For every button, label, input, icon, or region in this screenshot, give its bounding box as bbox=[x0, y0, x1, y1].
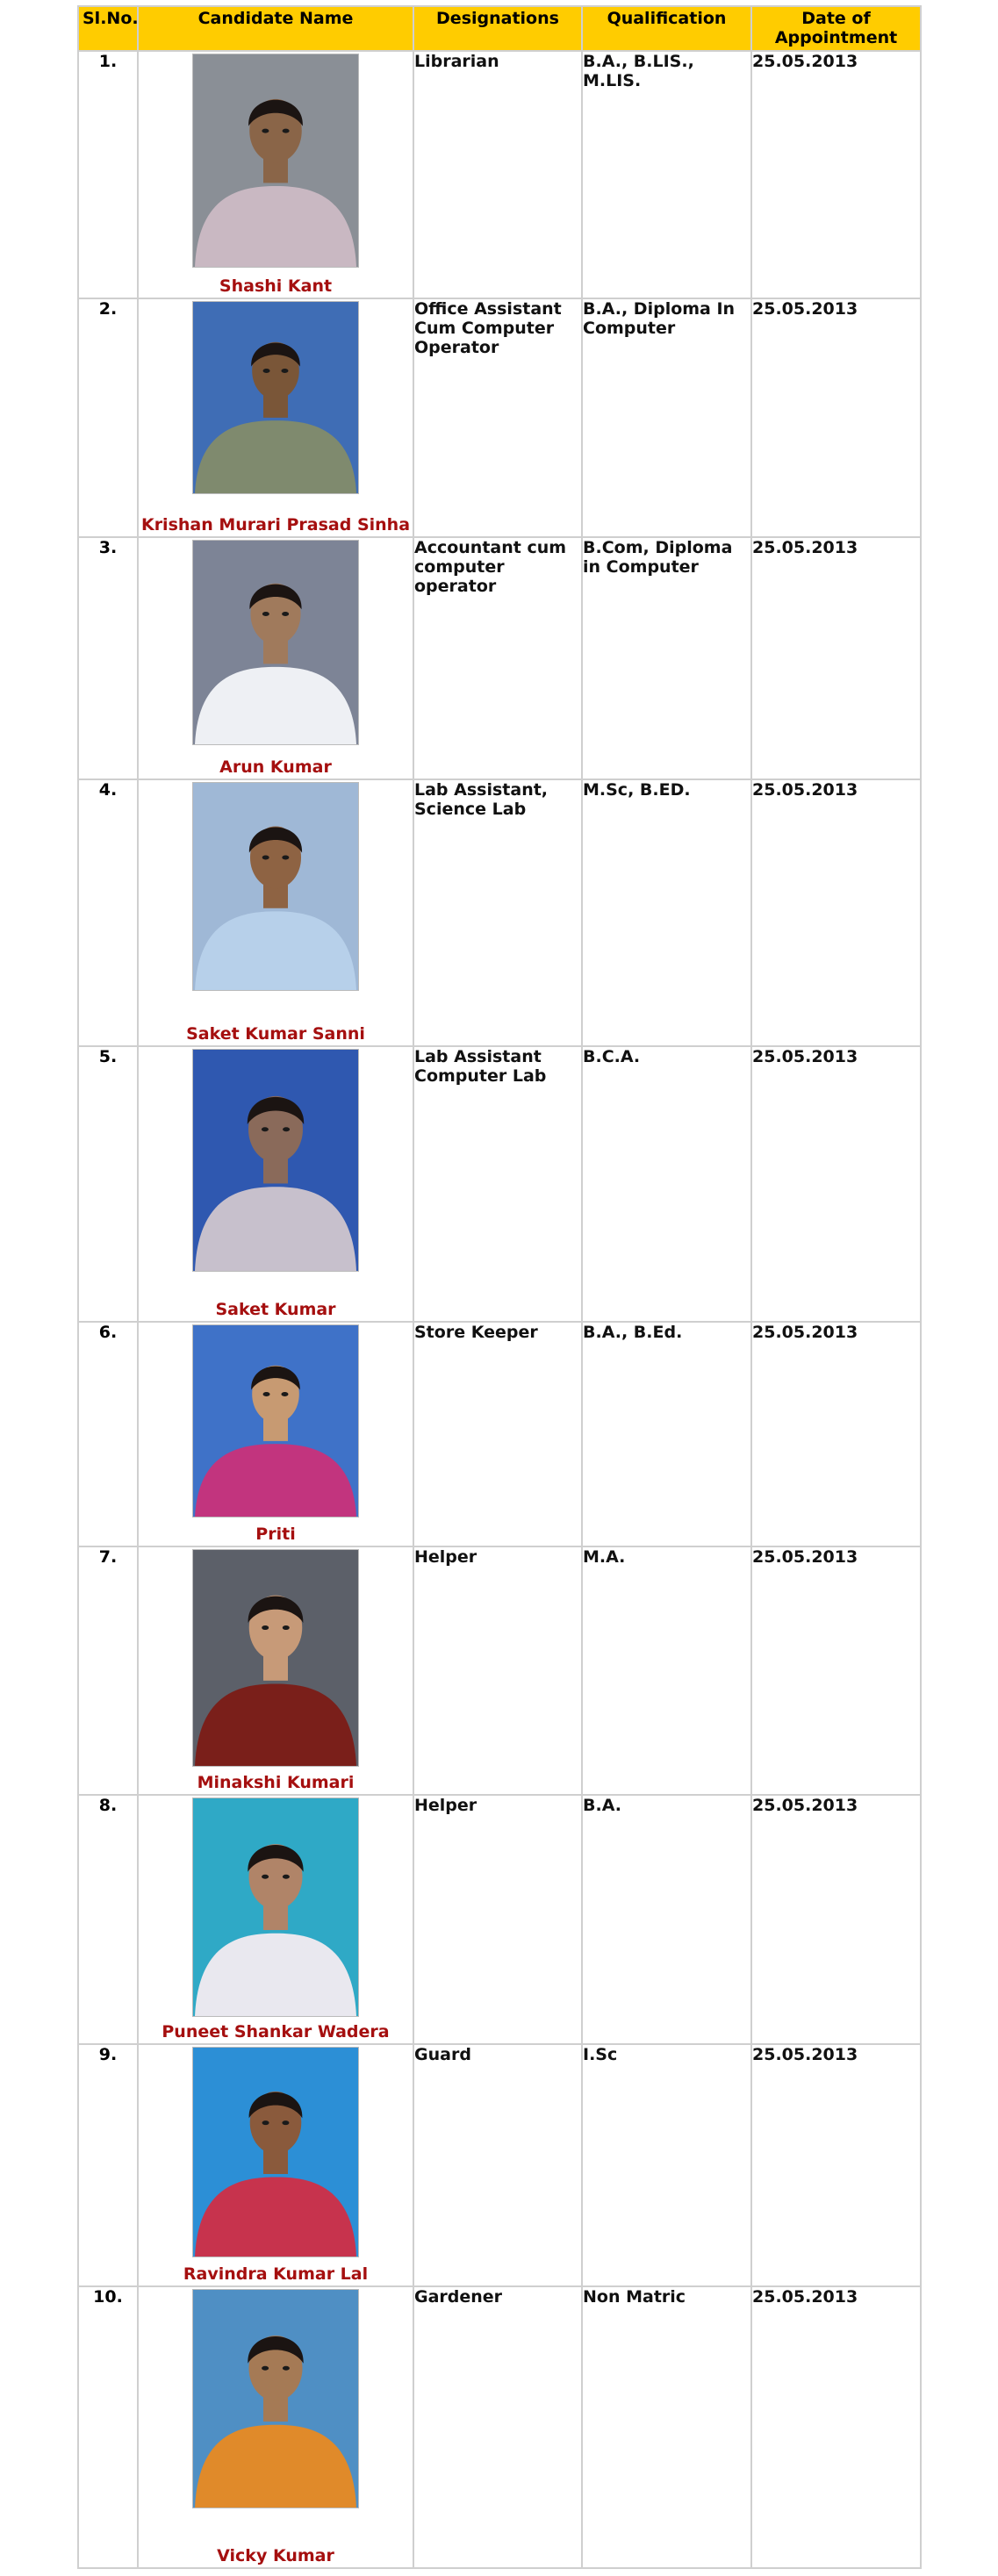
candidate-cell bbox=[138, 779, 413, 1046]
sl-no-cell: 6. bbox=[78, 1322, 138, 1546]
header-designations: Designations bbox=[413, 6, 582, 51]
header-row bbox=[78, 6, 921, 51]
designation-cell: Librarian bbox=[413, 51, 582, 298]
candidate-cell bbox=[138, 51, 413, 298]
date-of-appointment-cell: 25.05.2013 bbox=[751, 51, 921, 298]
portrait-image bbox=[193, 2048, 358, 2257]
candidate-name: Arun Kumar bbox=[219, 757, 332, 777]
designation-cell: Guard bbox=[413, 2044, 582, 2286]
designation-cell: Gardener bbox=[413, 2286, 582, 2568]
candidate-cell bbox=[138, 537, 413, 779]
qualification-cell: Non Matric bbox=[582, 2286, 751, 2568]
qualification-cell: M.Sc, B.ED. bbox=[582, 779, 751, 1046]
candidate-photo bbox=[192, 2047, 359, 2257]
table-row bbox=[78, 779, 921, 1046]
candidate-photo bbox=[192, 782, 359, 991]
candidate-cell bbox=[138, 1546, 413, 1795]
candidate-cell bbox=[138, 1322, 413, 1546]
table-row bbox=[78, 1322, 921, 1546]
date-of-appointment-cell: 25.05.2013 bbox=[751, 1322, 921, 1546]
qualification-cell: B.A., B.LIS., M.LIS. bbox=[582, 51, 751, 298]
table-row bbox=[78, 2286, 921, 2568]
candidate-cell bbox=[138, 2044, 413, 2286]
candidate-name: Saket Kumar bbox=[215, 1300, 336, 1319]
table-row bbox=[78, 537, 921, 779]
table-row bbox=[78, 51, 921, 298]
candidate-cell bbox=[138, 1046, 413, 1322]
portrait-image bbox=[193, 302, 358, 493]
staff-table bbox=[77, 5, 922, 2569]
qualification-cell: M.A. bbox=[582, 1546, 751, 1795]
table-row bbox=[78, 298, 921, 537]
table-row bbox=[78, 2044, 921, 2286]
candidate-photo bbox=[192, 2289, 359, 2508]
candidate-name: Priti bbox=[255, 1525, 296, 1544]
designation-cell: Helper bbox=[413, 1546, 582, 1795]
table-row bbox=[78, 1546, 921, 1795]
portrait-image bbox=[193, 1798, 358, 2016]
header-candidate-name: Candidate Name bbox=[138, 6, 413, 51]
portrait-image bbox=[193, 1550, 358, 1766]
qualification-cell: B.A., B.Ed. bbox=[582, 1322, 751, 1546]
candidate-name: Shashi Kant bbox=[219, 276, 333, 296]
designation-cell: Accountant cum computer operator bbox=[413, 537, 582, 779]
qualification-cell: B.A. bbox=[582, 1795, 751, 2044]
portrait-image bbox=[193, 2290, 358, 2508]
candidate-photo bbox=[192, 301, 359, 494]
date-of-appointment-cell: 25.05.2013 bbox=[751, 298, 921, 537]
sl-no-cell: 5. bbox=[78, 1046, 138, 1322]
designation-cell: Office Assistant Cum Computer Operator bbox=[413, 298, 582, 537]
candidate-photo bbox=[192, 540, 359, 745]
candidate-cell bbox=[138, 1795, 413, 2044]
designation-cell: Helper bbox=[413, 1795, 582, 2044]
sl-no-cell: 9. bbox=[78, 2044, 138, 2286]
candidate-photo bbox=[192, 1324, 359, 1518]
sl-no-cell: 2. bbox=[78, 298, 138, 537]
portrait-image bbox=[193, 783, 358, 990]
portrait-image bbox=[193, 1325, 358, 1517]
table-row bbox=[78, 1046, 921, 1322]
sl-no-cell: 10. bbox=[78, 2286, 138, 2568]
designation-cell: Lab Assistant Computer Lab bbox=[413, 1046, 582, 1322]
header-qualification: Qualification bbox=[582, 6, 751, 51]
candidate-photo bbox=[192, 1797, 359, 2017]
date-of-appointment-cell: 25.05.2013 bbox=[751, 779, 921, 1046]
header-date-of-appointment: Date of Appointment bbox=[751, 6, 921, 51]
candidate-photo bbox=[192, 54, 359, 268]
header-sl-no: Sl.No. bbox=[78, 6, 138, 51]
portrait-image bbox=[193, 54, 358, 267]
candidate-name: Krishan Murari Prasad Sinha bbox=[140, 515, 411, 535]
candidate-photo bbox=[192, 1049, 359, 1272]
qualification-cell: B.A., Diploma In Computer bbox=[582, 298, 751, 537]
portrait-image bbox=[193, 1050, 358, 1271]
date-of-appointment-cell: 25.05.2013 bbox=[751, 2286, 921, 2568]
candidate-cell bbox=[138, 2286, 413, 2568]
date-of-appointment-cell: 25.05.2013 bbox=[751, 2044, 921, 2286]
sl-no-cell: 1. bbox=[78, 51, 138, 298]
candidate-name: Puneet Shankar Wadera bbox=[162, 2022, 390, 2041]
date-of-appointment-cell: 25.05.2013 bbox=[751, 1546, 921, 1795]
date-of-appointment-cell: 25.05.2013 bbox=[751, 1795, 921, 2044]
table-row bbox=[78, 1795, 921, 2044]
candidate-photo bbox=[192, 1549, 359, 1767]
sl-no-cell: 8. bbox=[78, 1795, 138, 2044]
date-of-appointment-cell: 25.05.2013 bbox=[751, 1046, 921, 1322]
portrait-image bbox=[193, 541, 358, 744]
candidate-name: Vicky Kumar bbox=[217, 2546, 334, 2565]
designation-cell: Lab Assistant, Science Lab bbox=[413, 779, 582, 1046]
qualification-cell: B.C.A. bbox=[582, 1046, 751, 1322]
date-of-appointment-cell: 25.05.2013 bbox=[751, 537, 921, 779]
designation-cell: Store Keeper bbox=[413, 1322, 582, 1546]
qualification-cell: I.Sc bbox=[582, 2044, 751, 2286]
sl-no-cell: 4. bbox=[78, 779, 138, 1046]
qualification-cell: B.Com, Diploma in Computer bbox=[582, 537, 751, 779]
candidate-name: Saket Kumar Sanni bbox=[186, 1024, 365, 1044]
candidate-cell bbox=[138, 298, 413, 537]
candidate-name: Ravindra Kumar Lal bbox=[183, 2264, 369, 2284]
sl-no-cell: 7. bbox=[78, 1546, 138, 1795]
candidate-name: Minakshi Kumari bbox=[197, 1773, 355, 1792]
sl-no-cell: 3. bbox=[78, 537, 138, 779]
